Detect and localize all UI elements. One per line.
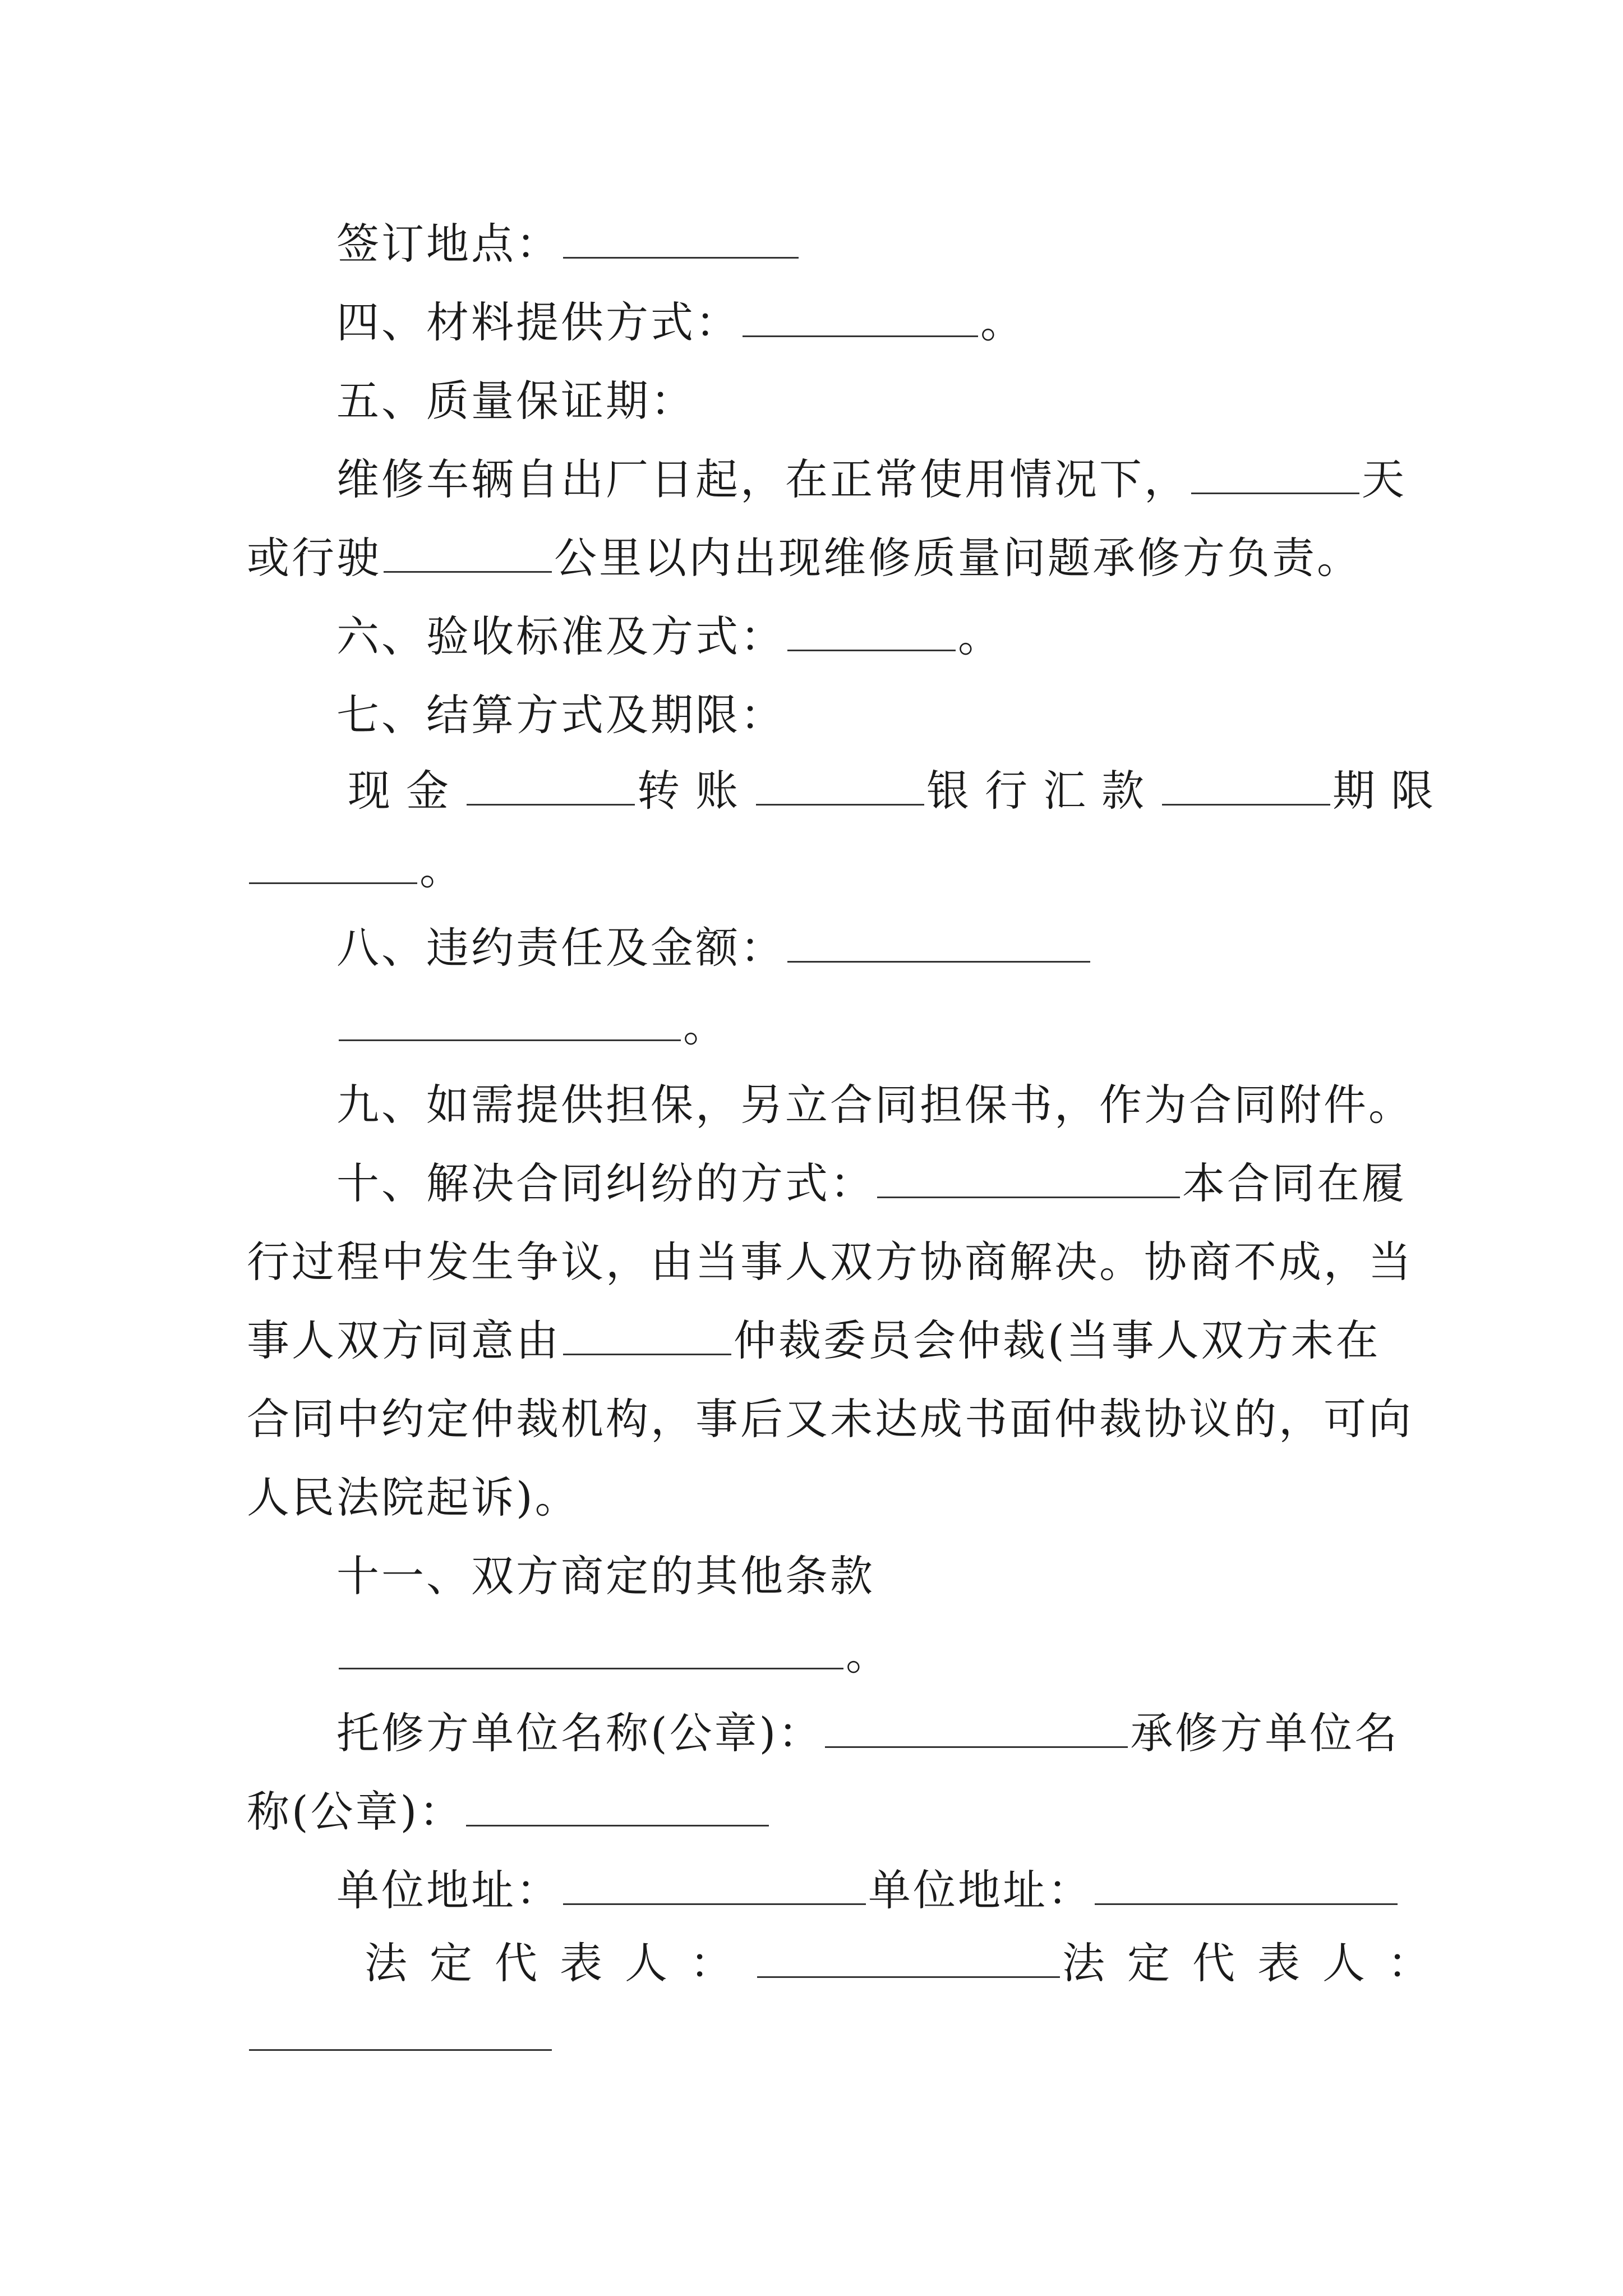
dispute-text-1: 本合同在履 (1182, 1158, 1407, 1208)
dispute-line-3 (247, 1313, 1385, 1369)
address-line (336, 1862, 1385, 1918)
material-supply-line (336, 295, 1385, 351)
bank-remittance-label: 银行汇款 (926, 766, 1160, 816)
warranty-km-blank[interactable] (384, 533, 552, 573)
legal-rep-line (365, 1935, 1453, 1991)
deadline-line (247, 841, 1385, 898)
other-terms-text: 十一、双方商定的其他条款 (336, 1551, 875, 1601)
transfer-label: 转账 (637, 766, 754, 816)
guarantee-text: 九、如需提供担保，另立合同担保书，作为合同附件。 (336, 1080, 1413, 1130)
warranty-text-3: 公里以内出现维修质量问题承修方负责。 (554, 533, 1362, 583)
guarantee-line (336, 1077, 1413, 1133)
client-name-label: 托修方单位名称(公章)： (336, 1708, 823, 1758)
acceptance-blank[interactable] (787, 611, 956, 651)
cash-blank[interactable] (467, 766, 635, 806)
arbitration-committee-blank[interactable] (563, 1315, 731, 1355)
material-supply-label: 四、材料提供方式： (336, 297, 740, 347)
client-address-label: 单位地址： (336, 1865, 561, 1915)
warranty-line-2 (247, 530, 1385, 586)
dispute-line-2 (247, 1234, 1413, 1290)
dispute-line-4 (247, 1391, 1413, 1447)
material-supply-blank[interactable] (743, 297, 978, 337)
repairer-legal-rep-label: 法定代表人： (1062, 1938, 1453, 1988)
period-mark: 。 (846, 1630, 891, 1680)
signing-location-blank[interactable] (563, 219, 799, 259)
warranty-text-2: 或行驶 (247, 533, 381, 583)
breach-line (336, 920, 1385, 976)
repairer-name-label-2: 称(公章)： (247, 1787, 464, 1837)
period-mark: 。 (980, 297, 1025, 347)
legal-rep-line-2 (247, 2008, 1385, 2064)
client-legal-rep-label: 法定代表人： (365, 1938, 755, 1988)
breach-blank-2[interactable] (339, 1001, 681, 1041)
warranty-heading-text: 五、质量保证期： (336, 376, 695, 426)
breach-label: 八、违约责任及金额： (336, 923, 785, 973)
repairer-address-blank[interactable] (1095, 1865, 1398, 1905)
bank-remittance-blank[interactable] (1162, 766, 1330, 806)
dispute-text-2: 行过程中发生争议，由当事人双方协商解决。协商不成，当 (247, 1237, 1413, 1287)
dispute-label: 十、解决合同纠纷的方式： (336, 1158, 875, 1208)
cash-label: 现金 (348, 766, 464, 816)
warranty-days-unit: 天 (1362, 454, 1407, 504)
repairer-name-label-1: 承修方单位名 (1130, 1708, 1400, 1758)
settlement-heading-text: 七、结算方式及期限： (336, 690, 785, 740)
client-name-blank[interactable] (825, 1708, 1128, 1748)
dispute-text-5: 合同中约定仲裁机构，事后又未达成书面仲裁协议的，可向 (247, 1394, 1413, 1444)
party-name-line-2 (247, 1784, 1385, 1840)
deadline-blank[interactable] (249, 844, 417, 884)
dispute-line-5 (247, 1470, 1385, 1526)
dispute-text-3: 事人双方同意由 (247, 1315, 561, 1365)
client-legal-rep-blank[interactable] (757, 1938, 1060, 1978)
dispute-method-blank[interactable] (877, 1158, 1180, 1198)
breach-blank-1[interactable] (787, 923, 1090, 963)
other-terms-heading (336, 1548, 1385, 1604)
other-terms-line (336, 1627, 1385, 1683)
party-name-line-1 (336, 1705, 1400, 1761)
settlement-heading (336, 687, 1385, 743)
other-terms-blank[interactable] (339, 1630, 843, 1669)
acceptance-label: 六、验收标准及方式： (336, 611, 785, 661)
warranty-line-1 (336, 452, 1407, 508)
period-mark: 。 (958, 611, 1003, 661)
signing-location-line (336, 216, 1385, 272)
warranty-text-1: 维修车辆自出厂日起，在正常使用情况下， (336, 454, 1189, 504)
warranty-heading (336, 373, 1385, 429)
repairer-address-label: 单位地址： (868, 1865, 1092, 1915)
period-mark: 。 (683, 1001, 728, 1051)
signing-location-label: 签订地点： (336, 219, 561, 269)
dispute-line-1 (336, 1156, 1407, 1212)
deadline-label: 期限 (1332, 766, 1449, 816)
period-mark: 。 (419, 844, 464, 894)
repairer-name-blank[interactable] (466, 1787, 769, 1826)
client-address-blank[interactable] (563, 1865, 866, 1905)
dispute-text-4: 仲裁委员会仲裁(当事人双方未在 (734, 1315, 1381, 1365)
dispute-text-6: 人民法院起诉)。 (247, 1473, 580, 1522)
repairer-legal-rep-blank[interactable] (249, 2011, 552, 2051)
transfer-blank[interactable] (756, 766, 924, 806)
settlement-options-line (348, 763, 1449, 819)
acceptance-line (336, 609, 1385, 665)
warranty-days-blank[interactable] (1191, 454, 1359, 494)
breach-line-2 (336, 999, 1385, 1055)
